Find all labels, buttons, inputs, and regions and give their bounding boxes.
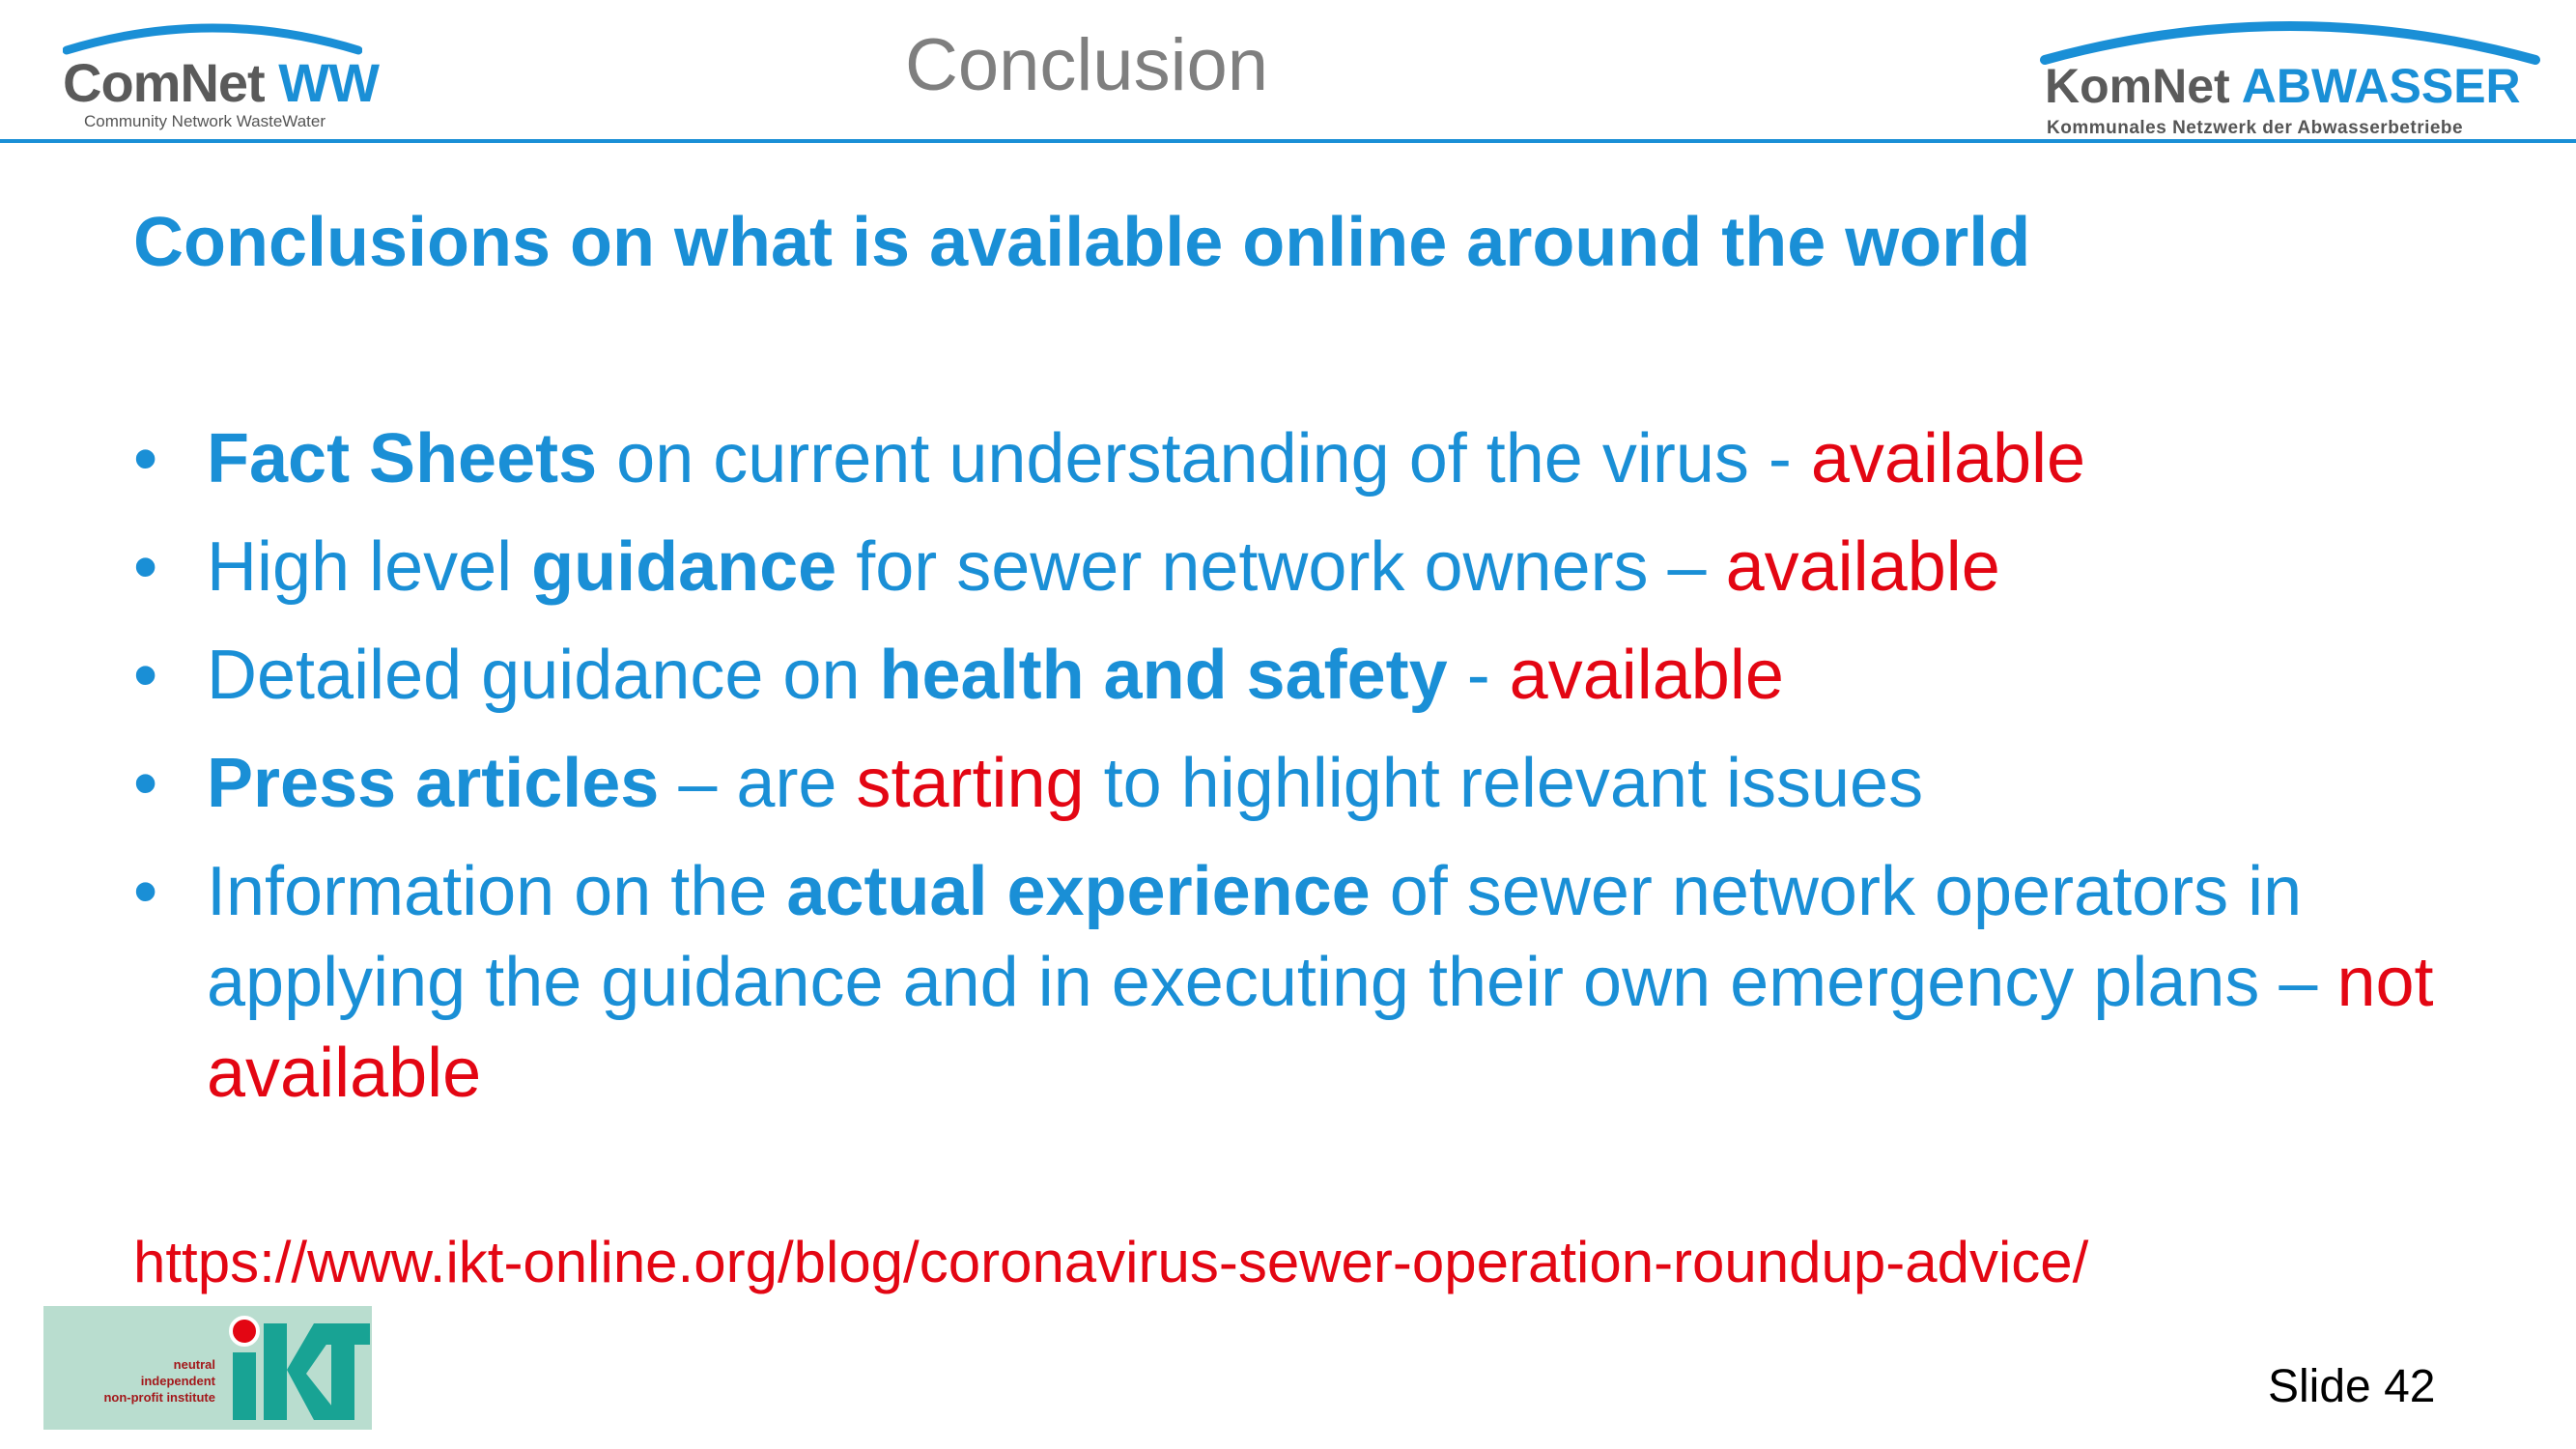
bullet-suffix: to highlight relevant issues <box>1084 745 1924 822</box>
bullet-icon: • <box>133 528 158 606</box>
logo-tagline: Kommunales Netzwerk der Abwasserbetriebe <box>2047 118 2464 138</box>
logo-brand-part1: KomNet <box>2045 59 2230 113</box>
list-item <box>133 738 2451 829</box>
bullet-status: not available <box>207 944 2434 1112</box>
slide-title: Conclusion <box>905 24 1268 106</box>
bullet-status: available <box>1725 528 2000 606</box>
section-heading: Conclusions on what is available online around the world <box>133 204 2031 281</box>
bullet-prefix: Detailed guidance on <box>207 637 880 714</box>
list-item <box>133 846 2451 1119</box>
bullet-status: available <box>1509 637 1784 714</box>
bullet-keyword: guidance <box>531 528 837 606</box>
ikt-tagline-line: neutral <box>173 1357 215 1372</box>
logo-brand-part2: ABWASSER <box>2241 59 2521 113</box>
bullet-icon: • <box>133 853 158 930</box>
ikt-wordmark-icon <box>225 1310 370 1426</box>
ikt-tagline-line: non-profit institute <box>103 1390 215 1405</box>
bullet-icon: • <box>133 420 158 497</box>
bullet-keyword: Fact Sheets <box>207 420 598 497</box>
logo-brand <box>2045 59 2521 113</box>
bullet-icon: • <box>133 745 158 822</box>
bullet-keyword: actual experience <box>786 853 1371 930</box>
bullet-prefix: High level <box>207 528 532 606</box>
ikt-tagline <box>51 1356 215 1406</box>
bullet-icon: • <box>133 637 158 714</box>
bullet-text: for sewer network owners – <box>836 528 1726 606</box>
logo-brand-part2: WW <box>278 52 379 113</box>
header-divider <box>0 139 2576 143</box>
bullet-keyword: Press articles <box>207 745 660 822</box>
bullet-keyword: health and safety <box>879 637 1448 714</box>
bullet-text: – are <box>659 745 857 822</box>
ikt-logo <box>43 1306 372 1430</box>
komnet-abwasser-logo <box>2033 10 2545 138</box>
logo-brand-part1: ComNet <box>63 52 265 113</box>
slide-number: Slide 42 <box>2268 1361 2436 1412</box>
list-item <box>133 630 2451 721</box>
bullet-text: of sewer network operators in applying the guidance and in executing their own emergency plans – <box>207 853 2337 1021</box>
ikt-tagline-line: independent <box>140 1374 215 1388</box>
list-item <box>133 522 2451 612</box>
bullet-status: starting <box>856 745 1085 822</box>
conclusion-list <box>133 413 2451 1136</box>
bullet-status: available <box>1810 420 2086 497</box>
bullet-text: on current understanding of the virus - <box>597 420 1811 497</box>
bullet-text: - <box>1447 637 1510 714</box>
bullet-prefix: Information on the <box>207 853 787 930</box>
list-item <box>133 413 2451 504</box>
logo-tagline: Community Network WasteWater <box>84 112 326 130</box>
source-link[interactable]: https://www.ikt-online.org/blog/coronavirus-sewer-operation-roundup-advice/ <box>133 1230 2089 1294</box>
